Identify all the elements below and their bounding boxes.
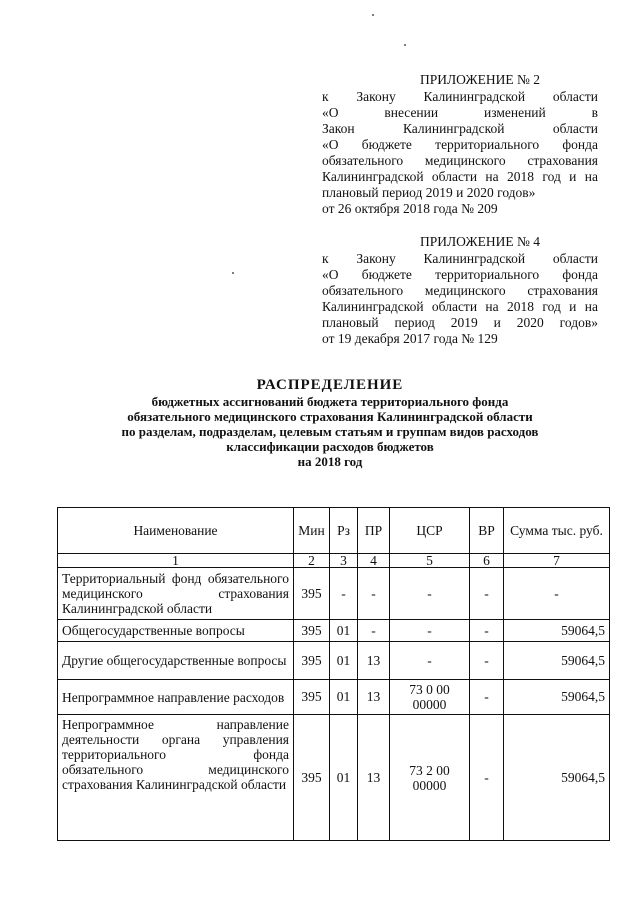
row-sum: 59064,5 <box>504 620 610 642</box>
row-csr: - <box>390 642 470 680</box>
row-min: 395 <box>294 620 330 642</box>
annex-2-line: плановый период 2019 и 2020 годов» <box>322 185 536 200</box>
annex-4-line: от 19 декабря 2017 года № 129 <box>322 331 498 346</box>
row-min: 395 <box>294 568 330 620</box>
scan-speck <box>372 14 374 16</box>
column-header: Мин <box>294 508 330 554</box>
annex-4-line: плановый период 2019 и 2020 годов» <box>322 315 598 330</box>
annex-2-line: к Закону Калининградской области <box>322 89 598 104</box>
document-subtitle-line: обязательного медицинского страхования Калининградской области <box>127 409 533 424</box>
annex-2-line: от 26 октября 2018 года № 209 <box>322 201 498 216</box>
row-min: 395 <box>294 680 330 715</box>
column-header: Рз <box>330 508 358 554</box>
document-subtitle-line: бюджетных ассигнований бюджета территориального фонда <box>151 394 509 409</box>
row-min: 395 <box>294 715 330 841</box>
column-number: 1 <box>58 554 294 568</box>
row-sum: 59064,5 <box>504 715 610 841</box>
row-name: Общегосударственные вопросы <box>58 620 294 642</box>
column-number: 7 <box>504 554 610 568</box>
row-name: Территориальный фонд обязательного медицинского страхования Калининградской области <box>58 568 294 620</box>
column-number: 3 <box>330 554 358 568</box>
document-subtitle-line: классификации расходов бюджетов <box>226 439 434 454</box>
annex-2-title: ПРИЛОЖЕНИЕ № 2 <box>419 72 541 87</box>
row-rz: 01 <box>330 715 358 841</box>
row-vr: - <box>470 568 504 620</box>
table-row <box>58 620 610 642</box>
table-row <box>58 680 610 715</box>
annex-2-line: обязательного медицинского страхования <box>322 153 598 168</box>
annex-4-line: Калининградской области на 2018 год и на <box>322 299 598 314</box>
annex-4-block <box>322 234 598 347</box>
row-rz: 01 <box>330 620 358 642</box>
table-row <box>58 642 610 680</box>
row-pr: 13 <box>358 642 390 680</box>
row-min: 395 <box>294 642 330 680</box>
row-pr: - <box>358 568 390 620</box>
row-sum: 59064,5 <box>504 642 610 680</box>
row-rz: 01 <box>330 642 358 680</box>
row-vr: - <box>470 642 504 680</box>
annex-2-line: «О бюджете территориального фонда <box>322 137 598 152</box>
table-header-row <box>58 508 610 554</box>
column-number: 4 <box>358 554 390 568</box>
row-name: Другие общегосударственные вопросы <box>58 642 294 680</box>
annex-2-line: Закон Калининградской области <box>322 121 598 136</box>
row-pr: - <box>358 620 390 642</box>
column-header: ВР <box>470 508 504 554</box>
row-rz: - <box>330 568 358 620</box>
column-number: 2 <box>294 554 330 568</box>
annex-4-title: ПРИЛОЖЕНИЕ № 4 <box>419 234 541 249</box>
row-vr: - <box>470 715 504 841</box>
table-column-numbers-row <box>58 554 610 568</box>
document-subtitle-line: на 2018 год <box>297 454 363 469</box>
row-csr: 73 2 00 00000 <box>390 715 470 841</box>
document-title: РАСПРЕДЕЛЕНИЕ <box>256 377 404 393</box>
annex-2-line: Калининградской области на 2018 год и на <box>322 169 598 184</box>
budget-table <box>57 507 610 841</box>
column-header: Наименование <box>58 508 294 554</box>
document-subtitle-line: по разделам, подразделам, целевым статьям и группам видов расходов <box>121 424 539 439</box>
row-csr: 73 0 00 00000 <box>390 680 470 715</box>
row-sum: 59064,5 <box>504 680 610 715</box>
row-rz: 01 <box>330 680 358 715</box>
column-header: Сумма тыс. руб. <box>504 508 610 554</box>
scan-speck <box>404 44 406 46</box>
column-number: 5 <box>390 554 470 568</box>
row-name: Непрограммное направление деятельности органа управления территориального фонда обязательного медицинского страхования Калининградской области <box>58 715 294 841</box>
annex-4-line: «О бюджете территориального фонда <box>322 267 598 282</box>
annex-4-line: к Закону Калининградской области <box>322 251 598 266</box>
annex-2-block <box>322 72 598 217</box>
row-csr: - <box>390 568 470 620</box>
annex-4-line: обязательного медицинского страхования <box>322 283 598 298</box>
column-header: ПР <box>358 508 390 554</box>
row-pr: 13 <box>358 680 390 715</box>
row-vr: - <box>470 680 504 715</box>
document-heading <box>60 376 600 469</box>
table-row <box>58 715 610 841</box>
table-row <box>58 568 610 620</box>
row-csr: - <box>390 620 470 642</box>
annex-2-line: «О внесении изменений в <box>322 105 598 120</box>
row-pr: 13 <box>358 715 390 841</box>
column-number: 6 <box>470 554 504 568</box>
scan-speck <box>232 272 234 274</box>
row-name: Непрограммное направление расходов <box>58 680 294 715</box>
row-sum: - <box>504 568 610 620</box>
column-header: ЦСР <box>390 508 470 554</box>
row-vr: - <box>470 620 504 642</box>
